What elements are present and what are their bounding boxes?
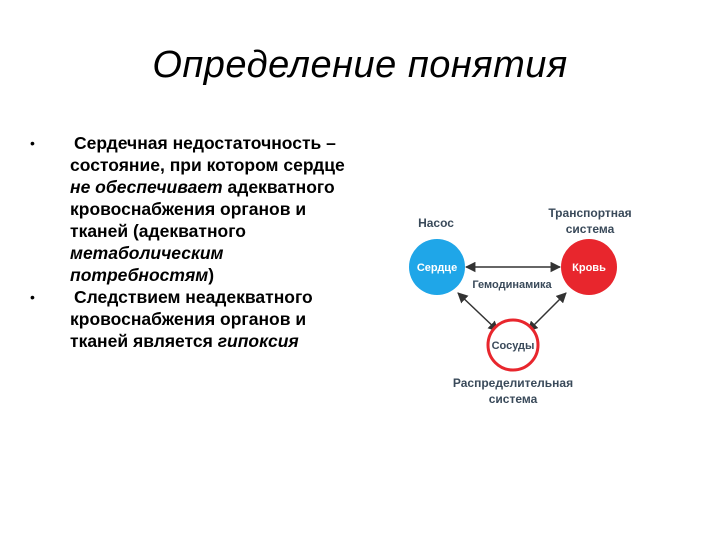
bullet-symbol: • <box>30 135 35 151</box>
bullet-item <box>30 286 360 352</box>
blood-caption-line2: система <box>565 222 615 236</box>
italic-span: не обеспечивает <box>70 177 223 197</box>
slide-title: Определение понятия <box>152 44 568 86</box>
bullet-symbol: • <box>30 289 35 305</box>
bullet-list <box>30 132 360 352</box>
vessels-node-label: Сосуды <box>491 340 535 352</box>
text-span: адекватного кровоснабжения органов и тканей (адекватного <box>70 177 335 241</box>
bullet-text <box>70 287 313 351</box>
circulation-diagram <box>400 195 660 425</box>
text-span: Сердечная недостаточность – состояние, при котором сердце <box>70 133 345 175</box>
italic-span: метаболическим потребностям <box>70 243 224 285</box>
hemodynamics-label: Гемодинамика <box>472 279 552 291</box>
vessels-caption-line2: система <box>488 392 538 406</box>
italic-span: гипоксия <box>217 331 299 351</box>
blood-caption-line1: Транспортная <box>548 206 632 220</box>
vessels-caption-line1: Распределительная <box>452 376 574 390</box>
blood-node-label: Кровь <box>572 262 606 274</box>
heart-node-label: Сердце <box>416 262 458 274</box>
text-span: ) <box>208 265 215 285</box>
blood-vessels-arrow <box>528 293 566 331</box>
text-span: Следствием неадекватного кровоснабжения органов и тканей является <box>70 287 313 351</box>
bullet-text <box>70 133 345 285</box>
bullet-item <box>30 132 360 286</box>
heart-caption: Насос <box>418 216 454 230</box>
heart-vessels-arrow <box>458 293 498 331</box>
